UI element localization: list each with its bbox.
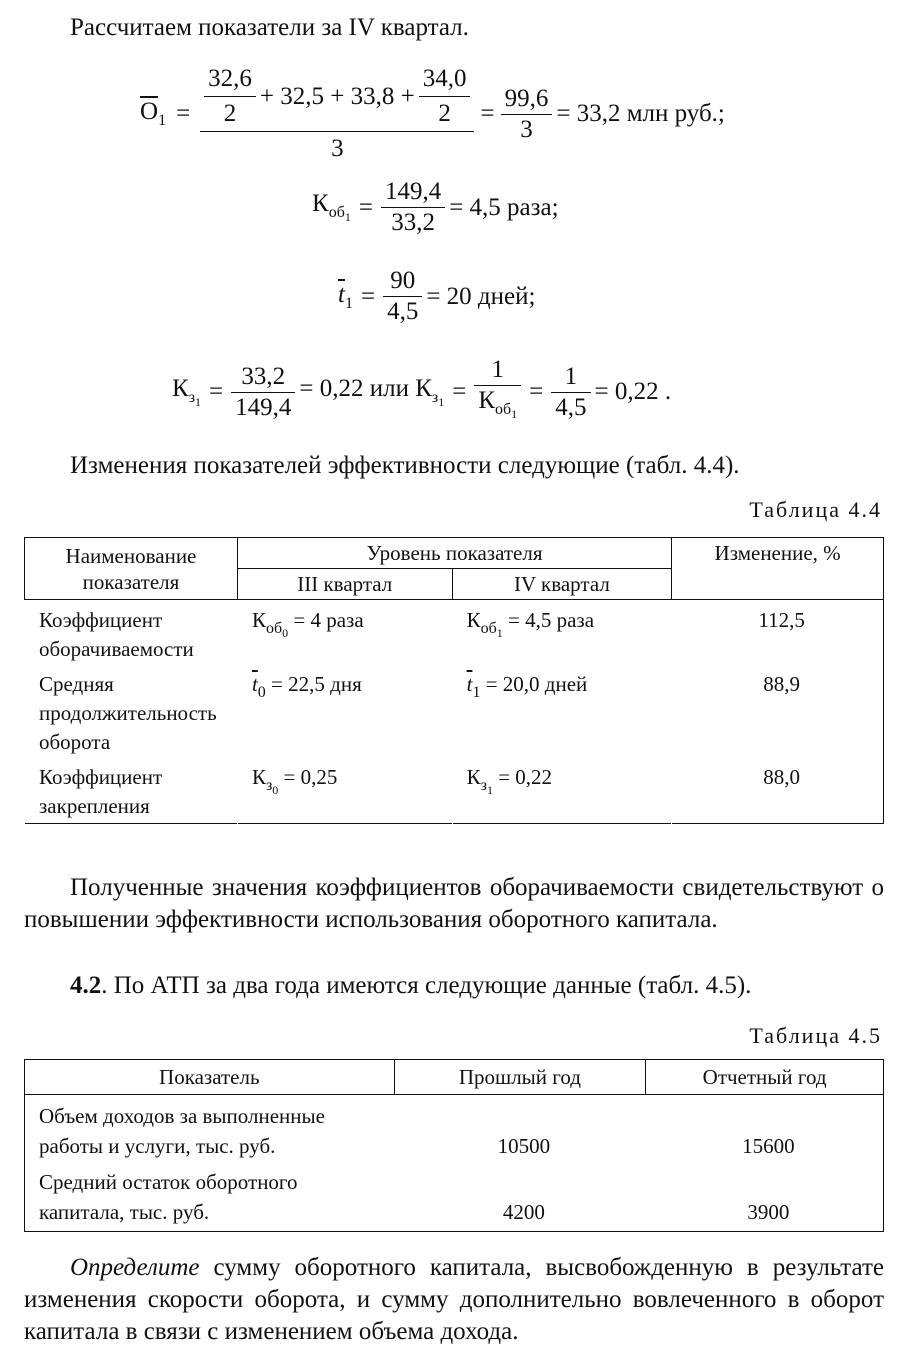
- table44-header-q4: IV квартал: [452, 569, 672, 600]
- formula-fixation-ratio: $К_{з_1}$ = $\frac{33,2}{149,4}$ = 0,22 или $К_{з_1}$ = $\frac{1}{К_{об_1}}$ = $\frac{1}{4,5}$ = 0,22 .: [172, 355, 671, 429]
- table-row: Объем доходов за выполненные работы и услуги, тыс. руб. 10500 15600: [39, 1104, 795, 1158]
- table45-header-prev: Прошлый год: [394, 1060, 646, 1095]
- formula-turnover-duration: $\overline{t}_1$ = $\frac{90}{4,5}$ = 20 дней;: [338, 267, 536, 325]
- table44-header-q3: III квартал: [237, 569, 452, 600]
- table-row: Средний остаток оборотного капитала, тыс. руб. 4200 3900: [39, 1170, 790, 1224]
- table44-caption: Таблица 4.4: [749, 497, 882, 522]
- table-4-4: [24, 537, 884, 824]
- table44-header-change: Изменение, %: [672, 538, 884, 600]
- table-row: Коэффициент закрепления $К_{з_0} = 0,25$ $К_{з_1} = 0,22$ 88,0: [39, 765, 800, 818]
- conclusion-paragraph: Полученные значения коэффициентов оборачиваемости свидетельствуют о повышении эффективности использования оборотного капитала.: [24, 874, 884, 933]
- formula-o1-result-fraction: $\frac{99,6}{3}$: [501, 84, 553, 145]
- table45-header-indicator: Показатель: [25, 1060, 395, 1095]
- formula-turnover-ratio: $К_{об_1}$ = $\frac{149,4}{33,2}$ = 4,5 раза;: [312, 178, 559, 236]
- table-row: Коэффициент оборачиваемости $К_{об_0} = 4$ раза $К_{об_1} = 4,5$ раза 112,5: [39, 608, 805, 661]
- intro-text: Рассчитаем показатели за IV квартал.: [70, 14, 469, 41]
- table45-caption: Таблица 4.5: [749, 1023, 882, 1048]
- table44-header-name: Наименование показателя: [25, 538, 238, 600]
- formula-o1-main-fraction: $\frac{32,6}{2}$ + 32,5 + 33,8 + $\frac{34,0}{2}$ 3: [200, 62, 474, 166]
- changes-text: Изменения показателей эффективности следующие (табл. 4.4).: [70, 452, 740, 479]
- formula-average-capital: $\overline{O}_1$ = $\frac{32,6}{2}$ + 32,5 + 33,8 + $\frac{34,0}{2}$ 3 = $\frac{99,6}{3}$ = 33,2 млн руб.;: [140, 62, 725, 166]
- table-row: Средняя продолжительность оборота $\overline{t}_0 = 22,5$ дня $\overline{t}_1 = 20,0$ дней 88,9: [39, 672, 800, 754]
- table44-header-level: Уровень показателя: [237, 538, 671, 569]
- table45-header-curr: Отчетный год: [646, 1060, 884, 1095]
- task-number: 4.2: [70, 972, 102, 999]
- task-4-2: 4.2. По АТП за два года имеются следующие данные (табл. 4.5).: [70, 972, 752, 999]
- final-paragraph: Определите сумму оборотного капитала, высвобожденную в результате изменения скорости оборота, и сумму дополнительно вовлеченного в оборот капитала в связи с изменением объема дохода.: [24, 1254, 884, 1345]
- table-4-5: [24, 1059, 884, 1232]
- formula-o1-lhs: $\overline{O}_1$: [140, 98, 167, 129]
